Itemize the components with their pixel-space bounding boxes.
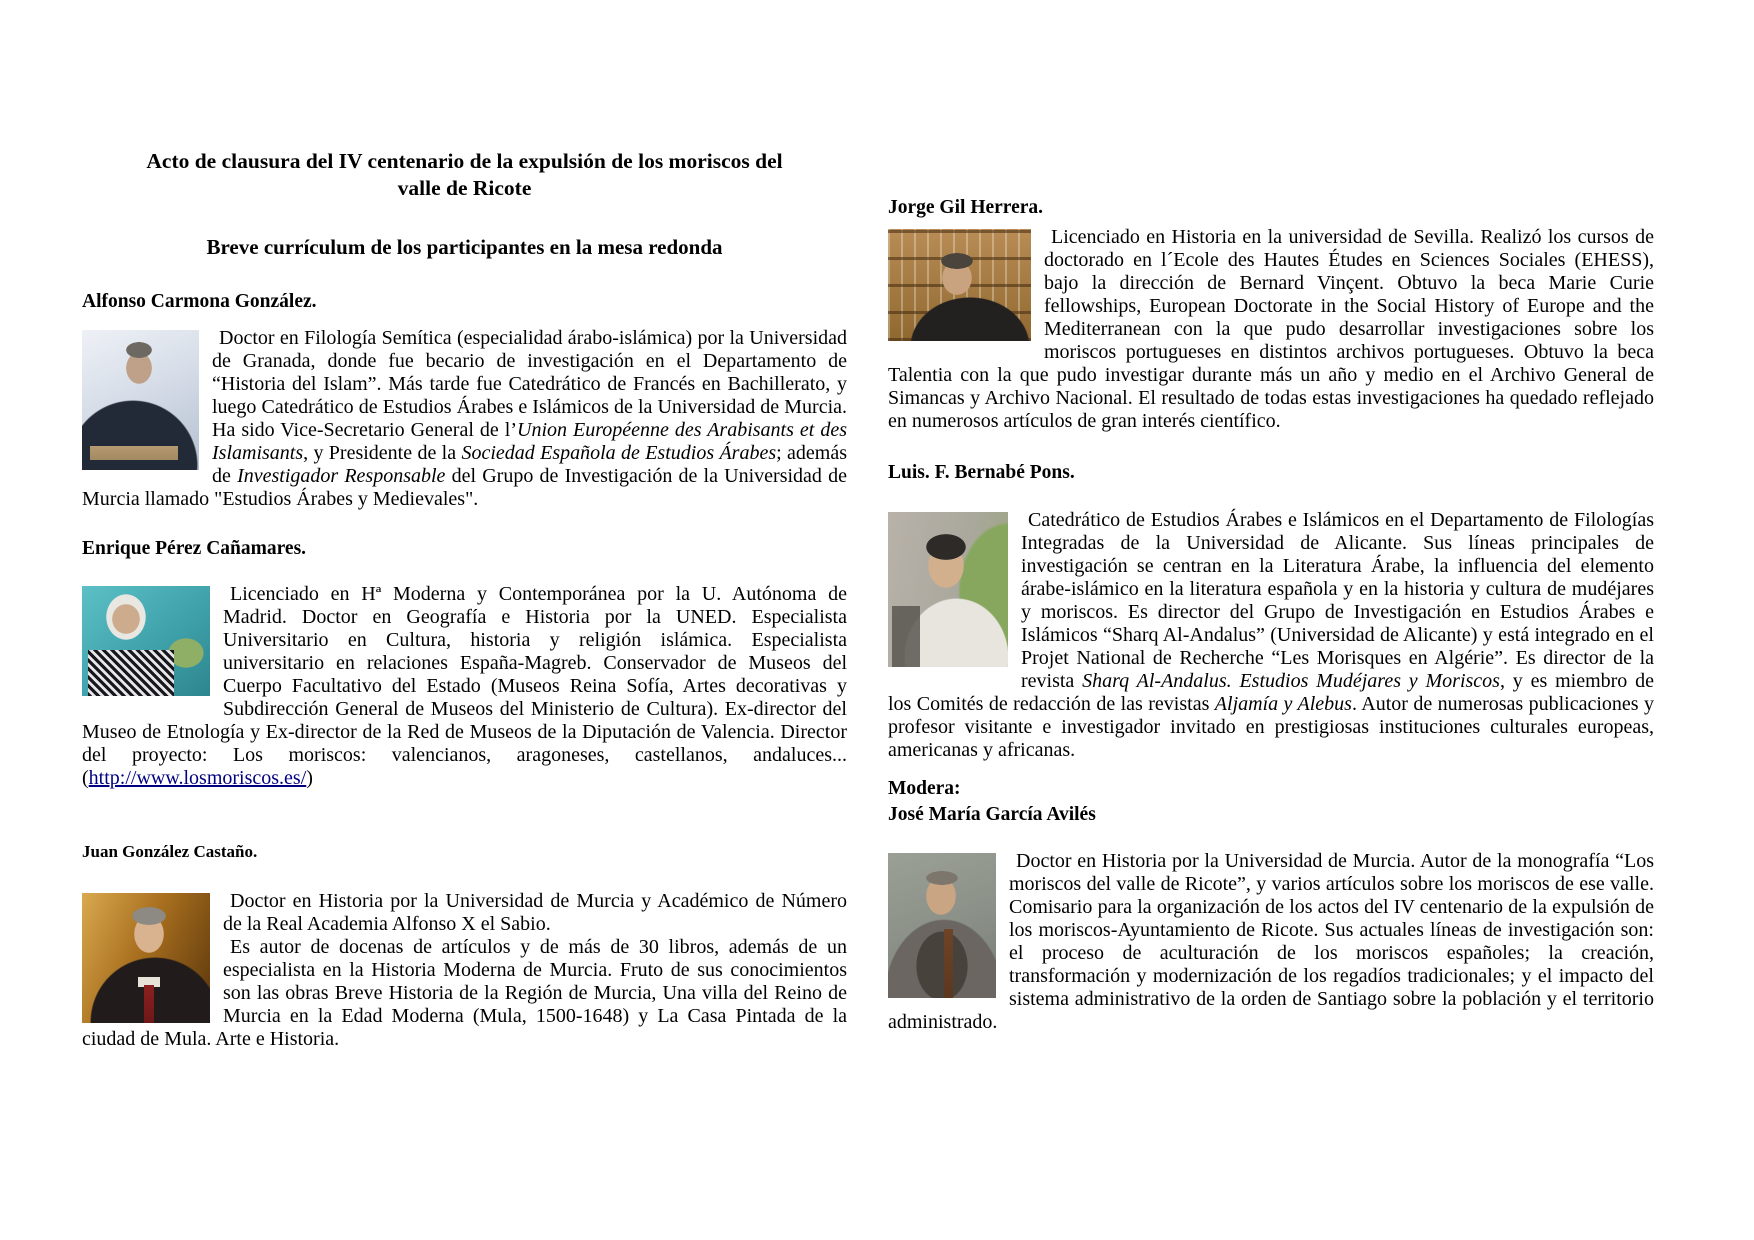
text-segment-italic: Union Européenne des Arabisants et des Islamisants [212, 419, 847, 464]
photo-jorge-gil [888, 229, 1031, 341]
heading-moderator [888, 776, 1654, 828]
text-segment: Licenciado en Hª Moderna y Contemporánea por la U. Autónoma de Madrid. Doctor en Geografía e Historia por la UNED. Especialista Universitario en Cultura, historia y religión islámica. Especialista universitario en relaciones España-Magreb. Conservador de Museos del Cuerpo Facultativo del Estado (Museos Reina Sofía, Artes decorativas y Subdirección General de Museos del Ministerio de Cultura). Ex-director del Museo de Etnología y Ex-director de la Red de Museos de la Diputación de Valencia. Director del proyecto: Los moriscos: valencianos, aragoneses, castellanos, andaluces... ( [82, 583, 847, 789]
bio-jose-maria [888, 850, 1654, 1034]
bio-enrique-perez [82, 583, 847, 790]
bio-alfonso-carmona [82, 327, 847, 511]
heading-juan-gonzalez: Juan González Castaño. [82, 842, 258, 861]
photo-jose-maria [888, 853, 996, 998]
photo-alfonso-carmona [82, 330, 199, 470]
text-segment: Doctor en Filología Semítica (especialidad árabo-islámica) por la Universidad de Granada, donde fue becario de investigación en el Departamento de “Historia del Islam”. Más tarde fue Catedrático de Francés en Bachillerato, y luego Catedrático de Estudios Árabes e Islámicos de la Universidad de Murcia. Ha sido Vice-Secretario General de l’ [212, 327, 847, 441]
heading-enrique-perez: Enrique Pérez Cañamares. [82, 538, 307, 559]
bio-text-juan-gonzalez-p2: Es autor de docenas de artículos y de más de 30 libros, además de un especialista en la Historia Moderna de Murcia. Fruto de sus conocimientos son las obras Breve Historia de la Región de Murcia, Una villa del Reino de Murcia en la Edad Moderna (Mula, 1500-1648) y La Casa Pintada de la ciudad de Mula. Arte e Historia. [82, 936, 847, 1050]
page-title-line2: valle de Ricote [397, 176, 532, 200]
photo-luis-bernabe [888, 512, 1008, 667]
losmoriscos-link[interactable]: http://www.losmoriscos.es/ [88, 767, 307, 789]
left-column [82, 148, 847, 1051]
page-title [82, 148, 847, 202]
text-segment-italic: Investigador Responsable [237, 465, 446, 487]
bio-text-jorge-gil: Licenciado en Historia en la universidad de Sevilla. Realizó los cursos de doctorado en l´Ecole des Hautes Études en Sciences Sociales (EHESS), bajo la dirección de Bernard Vinçent. Obtuvo la beca Marie Curie fellowships, European Doctorate in the Social History of Europe and the Mediterranean con la que pudo desarrollar investigaciones sobre los moriscos portugueses en distintos archivos portugueses. Obtuvo la beca Talentia con la que pudo investigar durante más un año y medio en el Archivo General de Simancas y Archivo Nacional. El resultado de todas estas investigaciones ha quedado reflejado en numerosos artículos de gran interés científico. [888, 226, 1654, 432]
text-segment: del Grupo de Investigación de la Universidad de Murcia llamado "Estudios Árabes y Medievales". [82, 465, 847, 510]
photo-juan-gonzalez [82, 893, 210, 1023]
photo-enrique-perez [82, 586, 210, 696]
bio-jorge-gil [888, 226, 1654, 433]
moderator-label: Modera: [888, 778, 961, 799]
bio-text-juan-gonzalez-p1: Doctor en Historia por la Universidad de Murcia y Académico de Número de la Real Academia Alfonso X el Sabio. [223, 890, 847, 935]
heading-alfonso-carmona: Alfonso Carmona González. [82, 291, 317, 312]
right-column [888, 196, 1654, 1034]
text-segment: Catedrático de Estudios Árabes e Islámicos en el Departamento de Filologías Integradas de la Universidad de Alicante. Sus líneas principales de investigación se centran en la Literatura Árabe, la influencia del elemento árabe-islámico en la literatura española y en la historia y cultura de mudéjares y moriscos. Es director del Grupo de Investigación en Estudios Árabes e Islámicos “Sharq Al-Andalus” (Universidad de Alicante) y está integrado en el Projet National de Recherche “Les Morisques en Algérie”. Es director de la revista [1021, 509, 1654, 692]
heading-luis-bernabe: Luis. F. Bernabé Pons. [888, 462, 1075, 483]
page-subtitle: Breve currículum de los participantes en la mesa redonda [206, 235, 723, 259]
heading-jorge-gil: Jorge Gil Herrera. [888, 197, 1044, 218]
heading-jose-maria: José María García Avilés [888, 804, 1096, 825]
bio-luis-bernabe [888, 509, 1654, 762]
text-segment: , y es miembro de los Comités de redacción de las revistas [888, 670, 1654, 715]
text-segment: ) [306, 767, 313, 789]
page-title-line1: Acto de clausura del IV centenario de la expulsión de los moriscos del [146, 149, 783, 173]
text-segment: , y Presidente de la [303, 442, 462, 464]
text-segment: . Autor de numerosas publicaciones y profesor visitante e investigador invitado en prestigiosas instituciones culturales europeas, americanas y africanas. [888, 693, 1655, 761]
text-segment-italic: Sharq Al-Andalus. Estudios Mudéjares y Moriscos [1082, 670, 1500, 692]
text-segment-italic: Aljamía y Alebus [1214, 693, 1352, 715]
bio-juan-gonzalez [82, 890, 847, 1051]
text-segment: ; además de [212, 442, 847, 487]
text-segment-italic: Sociedad Española de Estudios Árabes [461, 442, 777, 464]
bio-text-jose-maria: Doctor en Historia por la Universidad de Murcia. Autor de la monografía “Los moriscos del valle de Ricote”, y varios artículos sobre los moriscos de ese valle. Comisario para la organización de los actos del IV centenario de la expulsión de los moriscos-Ayuntamiento de Ricote. Sus actuales líneas de investigación son: el proceso de aculturación de los moriscos españoles; la creación, transformación y modernización de los regadíos tradicionales; y el impacto del sistema administrativo de la orden de Santiago sobre la población y el territorio administrado. [888, 850, 1654, 1033]
